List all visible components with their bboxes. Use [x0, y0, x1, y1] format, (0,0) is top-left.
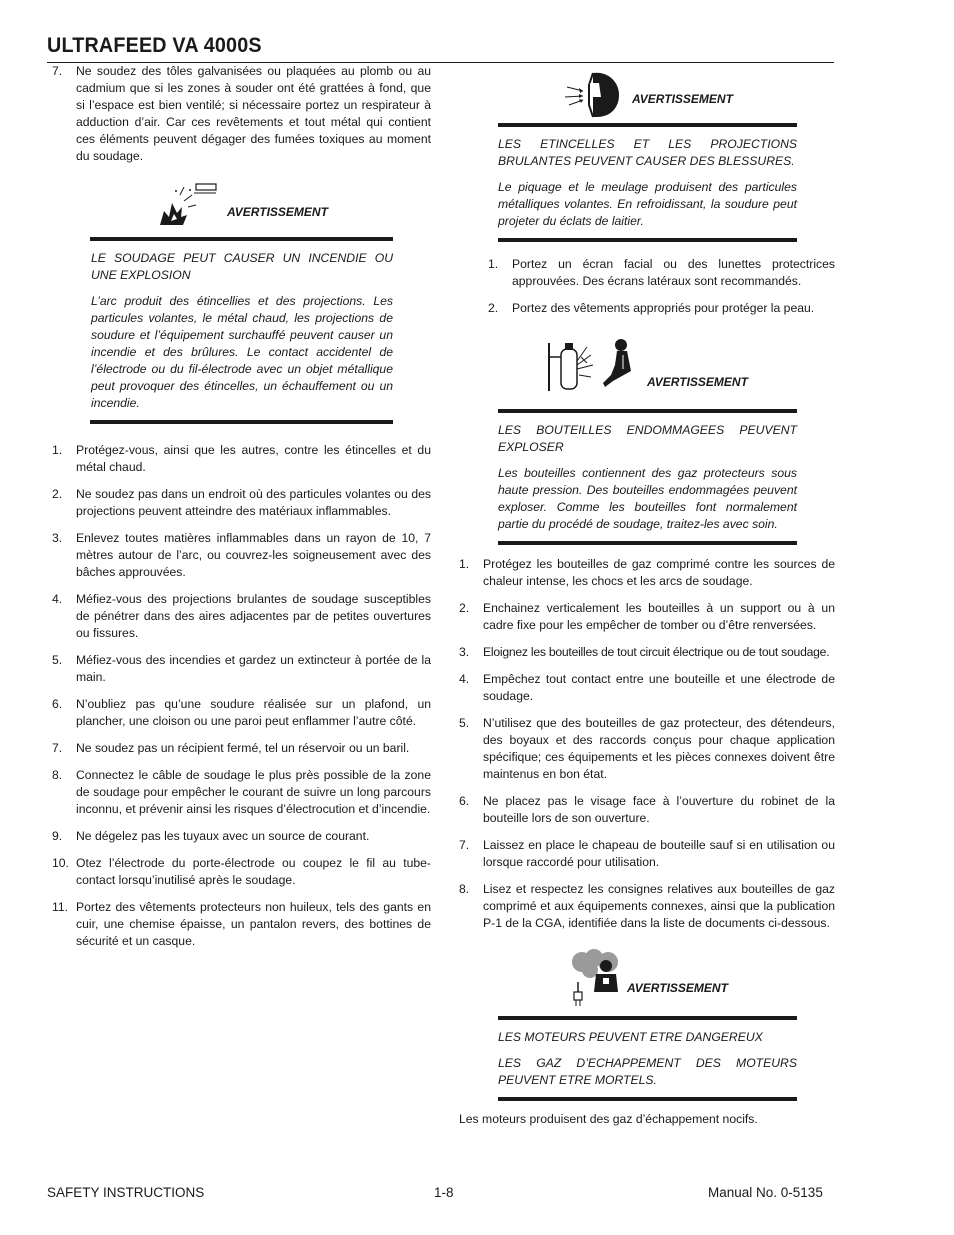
warning-cylinder	[498, 327, 797, 545]
list-item: 7. Ne soudez pas un récipient fermé, tel un réservoir ou un baril.	[52, 741, 410, 755]
item-text: Ne soudez des tôles galvanisées ou plaquées au plomb ou au cadmium que si les zones à souder ont été grattées à fond, que si l’espace est bien ventilé; si nécessaire portez un respirateur à adduction d’air. Car ces revêtements et tout métal qui contient ces éléments peuvent dégager des fumées toxiques au moment du soudage.	[76, 64, 431, 163]
list-item: 2. Enchainez verticalement les bouteilles à un support ou à un cadre fixe pour les empêcher de tomber ou d’être renversées.	[459, 601, 835, 632]
warning-label: AVERTISSEMENT	[632, 92, 733, 106]
list-item: 4. Méfiez-vous des projections brulantes de soudage susceptibles de pénétrer dans des aires adjacentes par de petites ouvertures ou fissures.	[52, 592, 431, 640]
warning-label: AVERTISSEMENT	[647, 375, 748, 389]
warning-sparks	[498, 63, 797, 242]
engine-exhaust-icon	[568, 948, 624, 1008]
list-item: 8. Lisez et respectez les consignes relatives aux bouteilles de gaz comprimé et aux équipements connexes, ainsi que la publication P-1 de la CGA, identifiée dans la liste de documents ci-dessous.	[459, 882, 835, 930]
warning-body: LES GAZ D’ECHAPPEMENT DES MOTEURS PEUVENT ETRE MORTELS.	[498, 1056, 797, 1087]
right-column	[459, 63, 835, 1128]
list-item: 8. Connectez le câble de soudage le plus près possible de la zone de soudage pour empêcher le courant de suivre un long parcours inconnu, et prévenir ainsi les risques d’électrocution et d’incendie.	[52, 768, 431, 816]
list-item: 5. Méfiez-vous des incendies et gardez un extincteur à portée de la main.	[52, 653, 431, 684]
list-item: 6. N’oubliez pas qu’une soudure réalisée sur un plafond, un plancher, une cloison ou une paroi peut enflammer l’autre côté.	[52, 697, 431, 728]
item-number: 7.	[52, 64, 63, 78]
warning-label: AVERTISSEMENT	[627, 981, 728, 995]
gas-cylinder-explosion-icon	[547, 335, 639, 393]
footer-manual-number: Manual No. 0-5135	[708, 1185, 823, 1200]
warning-fire	[90, 177, 393, 424]
warning-label: AVERTISSEMENT	[227, 205, 328, 219]
list-item: 2. Portez des vêtements appropriés pour protéger la peau.	[488, 301, 815, 315]
list-item: 1. Protégez les bouteilles de gaz comprimé contre les sources de chaleur intense, les chocs et les arcs de soudage.	[459, 557, 835, 588]
list-item: 7. Laissez en place le chapeau de bouteille sauf si en utilisation ou lorsque raccordé pour utilisation.	[459, 838, 835, 869]
closing-text: Les moteurs produisent des gaz d’échappement nocifs.	[459, 1112, 758, 1126]
list-item: 3. Enlevez toutes matières inflammables dans un rayon de 10, 7 mètres autour de l’arc, ou couvrez-les soigneusement avec des bâches approuvées.	[52, 531, 431, 579]
list-item: 4. Empêchez tout contact entre une bouteille et une électrode de soudage.	[459, 672, 835, 703]
list-item: 2. Ne soudez pas dans un endroit où des particules volantes ou des projections peuvent atteindre des matériaux inflammables.	[52, 487, 431, 518]
page-title: ULTRAFEED VA 4000S	[47, 34, 262, 57]
footer-section: SAFETY INSTRUCTIONS	[47, 1185, 205, 1200]
warning-headline: LES BOUTEILLES ENDOMMAGEES PEUVENT EXPLOSER	[498, 423, 797, 454]
warning-engine	[498, 942, 797, 1101]
list-item: 1. Portez un écran facial ou des lunettes protectrices approuvées. Des écrans latéraux sont recommandés.	[488, 257, 835, 288]
list-item: 11. Portez des vêtements protecteurs non huileux, tels des gants en cuir, une chemise épaisse, un pantalon revers, des bottines de sécurité et un casque.	[52, 900, 431, 948]
warning-bottom-bar	[498, 541, 797, 545]
list-item: 3. Eloignez les bouteilles de tout circuit électrique ou de tout soudage.	[459, 645, 830, 659]
list-item	[52, 63, 431, 165]
warning-headline: LES MOTEURS PEUVENT ETRE DANGEREUX	[498, 1030, 763, 1044]
warning-body: Les bouteilles contiennent des gaz protecteurs sous haute pression. Des bouteilles endommagées peuvent exploser. Comme les bouteilles font normalement partie du procédé de soudage, traitez-les avec soin.	[498, 466, 797, 531]
list-item: 5. N’utilisez que des bouteilles de gaz protecteur, des détendeurs, des boyaux et des raccords conçus pour chaque application spécifique; ces équipements et les pièces connexes doivent être maintenus en bon état.	[459, 716, 835, 781]
warning-bottom-bar	[498, 238, 797, 242]
warning-body: Le piquage et le meulage produisent des particules métalliques volantes. En refroidissant, la soudure peut projeter du éclats de laitier.	[498, 180, 797, 228]
warning-bottom-bar	[90, 420, 393, 424]
face-shield-sparks-icon	[563, 69, 621, 119]
warning-headline: LE SOUDAGE PEUT CAUSER UN INCENDIE OU UNE EXPLOSION	[91, 251, 393, 282]
warning-body: L’arc produit des étincellies et des projections. Les particules volantes, le métal chaud, les projections de soudure et l’équipement surchauffé peuvent causer un incendie et des brûlures. Le contact accidentel de l’électrode ou du fil-électrode avec un objet métallique peut provoquer des étincelles, un échauffement ou un incendie.	[91, 294, 393, 410]
footer-page-number: 1-8	[434, 1185, 454, 1200]
warning-bottom-bar	[498, 1097, 797, 1101]
left-column	[52, 63, 431, 960]
list-item: 6. Ne placez pas le visage face à l’ouverture du robinet de la bouteille lors de son ouverture.	[459, 794, 835, 825]
warning-headline: LES ETINCELLES ET LES PROJECTIONS BRULANTES PEUVENT CAUSER DES BLESSURES.	[498, 137, 797, 168]
list-item: 10. Otez l’électrode du porte-électrode ou coupez le fil au tube-contact lorsqu’inutilisé après le soudage.	[52, 856, 431, 887]
list-item: 1. Protégez-vous, ainsi que les autres, contre les étincelles et du métal chaud.	[52, 443, 431, 474]
fire-explosion-icon	[156, 181, 218, 229]
list-item: 9. Ne dégelez pas les tuyaux avec un source de courant.	[52, 829, 370, 843]
